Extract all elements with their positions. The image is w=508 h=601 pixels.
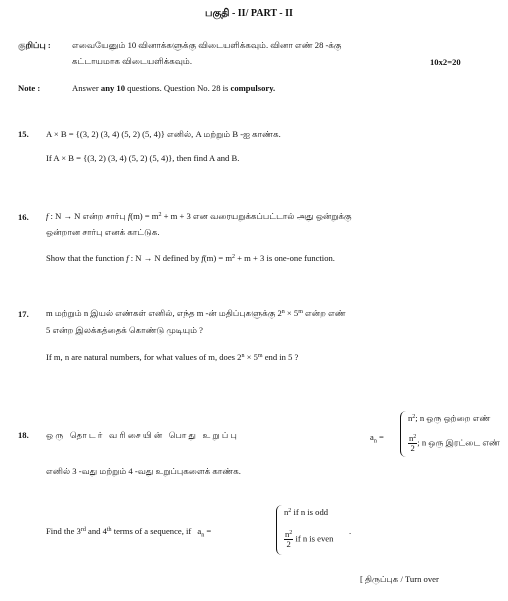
q17-text: m மற்றும் n இயல் எண்கள் எனில், எந்த m -ன் மதிப்புகளுக்கு 2 — [46, 308, 282, 318]
q18-en-text: terms of a sequence, if — [111, 526, 192, 536]
function-symbol: f — [126, 253, 129, 263]
case-condition: ; n ஒரு ஒற்றை எண் — [415, 413, 491, 423]
q16-text: + m + 3 என வரையறுக்கப்பட்டால் அது ஒன்றுக்கு — [161, 211, 352, 221]
question-16-tamil-line1 — [46, 211, 352, 223]
q16-en-text: : N → N defined by — [128, 253, 202, 263]
exponent: 2 — [158, 212, 162, 218]
note-text-part: questions. Question No. 28 is — [125, 83, 231, 93]
exponent: 2 — [412, 414, 416, 420]
note-text-part: Answer — [72, 83, 101, 93]
formula-period: . — [349, 526, 352, 536]
q17-text: × 5 — [284, 308, 299, 318]
question-15-tamil: A × B = {(3, 2) (3, 4) (5, 2) (5, 4)} எனில், A மற்றும் B -ஐ காண்க. — [46, 129, 281, 139]
question-15-english: If A × B = {(3, 2) (3, 4) (5, 2) (5, 4)}, then find A and B. — [46, 153, 240, 163]
sequence-term-symbol: a — [197, 526, 202, 536]
question-17-tamil-line2: 5 என்ற இலக்கத்தைக் கொண்டு முடியும் ? — [46, 325, 203, 335]
q16-en-text: (m) = m — [203, 253, 233, 263]
note-emphasis-count: any 10 — [100, 83, 126, 93]
q17-text: என்ற எண் — [302, 308, 346, 318]
exponent: 2 — [289, 530, 293, 536]
question-17-tamil-line1 — [46, 308, 346, 320]
question-16-number: 16. — [18, 212, 29, 222]
tamil-note-label: குறிப்பு : — [18, 40, 51, 50]
formula-tamil-lhs — [370, 432, 384, 445]
case-condition: if n is even — [293, 533, 334, 544]
fraction-n2-over-2 — [408, 434, 417, 453]
question-17-english — [46, 352, 298, 362]
q18-en-text: and 4 — [85, 526, 107, 536]
note-label: Note : — [18, 83, 41, 93]
q16-en-text: + m + 3 is one-one function. — [235, 253, 335, 263]
ordinal-suffix: rd — [80, 527, 86, 533]
formula-tamil-case2 — [408, 434, 500, 453]
tamil-instruction-line2: கட்டாயமாக விடையளிக்கவும். — [72, 56, 192, 66]
ordinal-suffix: th — [106, 527, 112, 533]
fraction-n2-over-2 — [284, 530, 293, 549]
turn-over-note: [ திருப்புக / Turn over — [360, 574, 439, 584]
variable-n: n — [284, 507, 289, 517]
formula-tamil-case1 — [408, 413, 490, 425]
formula-english-case2 — [284, 530, 333, 549]
page-title: பகுதி - II/ PART - II — [205, 8, 293, 19]
exponent: m — [257, 353, 263, 359]
tamil-instruction-line1: எவையேனும் 10 வினாக்களுக்கு விடையளிக்கவும். வினா எண் 28 -க்கு — [72, 40, 342, 50]
equals-sign: = — [378, 432, 384, 442]
equals-sign: = — [206, 526, 212, 536]
denominator: 2 — [286, 539, 291, 550]
case-condition: if n is odd — [291, 507, 329, 517]
question-18-tamil-line2: எனில் 3 -வது மற்றும் 4 -வது உறுப்புகளைக் காண்க. — [46, 466, 241, 476]
q18-en-text: Find the 3 — [46, 526, 81, 536]
question-15-number: 15. — [18, 129, 29, 139]
question-16-english — [46, 253, 335, 263]
question-18-number: 18. — [18, 430, 29, 440]
exponent: n — [241, 353, 245, 359]
exponent: 2 — [232, 254, 236, 260]
exponent: m — [298, 309, 303, 315]
subscript: n — [373, 438, 377, 445]
marks-allotment: 10x2=20 — [430, 57, 461, 67]
question-18-english — [46, 526, 211, 539]
q16-text: : N → N என்ற சார்பு — [48, 211, 128, 221]
formula-tamil-brace — [400, 411, 406, 457]
formula-english-case1 — [284, 507, 328, 517]
function-symbol: f — [201, 253, 204, 263]
note-emphasis-compulsory: compulsory. — [230, 83, 276, 93]
question-18-tamil-line1: ஒரு தொடர் வரிசையின் பொது உறுப்பு — [46, 430, 240, 440]
subscript: n — [201, 532, 205, 539]
exponent: 2 — [413, 434, 417, 440]
q16-text: (m) = m — [130, 211, 159, 221]
function-symbol: f — [46, 211, 49, 221]
variable-n: n — [408, 413, 413, 423]
formula-english-brace — [276, 505, 282, 555]
function-symbol: f — [127, 211, 131, 221]
q17-en-text: If m, n are natural numbers, for what values of m, does 2 — [46, 352, 242, 362]
q16-en-text: Show that the function — [46, 253, 127, 263]
case-condition: ; n ஒரு இரட்டை எண் — [417, 437, 500, 448]
q17-en-text: × 5 — [244, 352, 258, 362]
question-17-number: 17. — [18, 309, 29, 319]
question-16-tamil-line2: ஒன்றான சார்பு எனக் காட்டுக. — [46, 227, 160, 237]
denominator: 2 — [410, 443, 415, 454]
q17-en-text: end in 5 ? — [262, 352, 299, 362]
variable-n: n — [285, 529, 290, 539]
sequence-term-symbol: a — [370, 432, 374, 442]
variable-n: n — [409, 433, 414, 443]
note-text — [72, 83, 275, 93]
exponent: n — [281, 309, 285, 315]
exponent: 2 — [288, 508, 292, 514]
